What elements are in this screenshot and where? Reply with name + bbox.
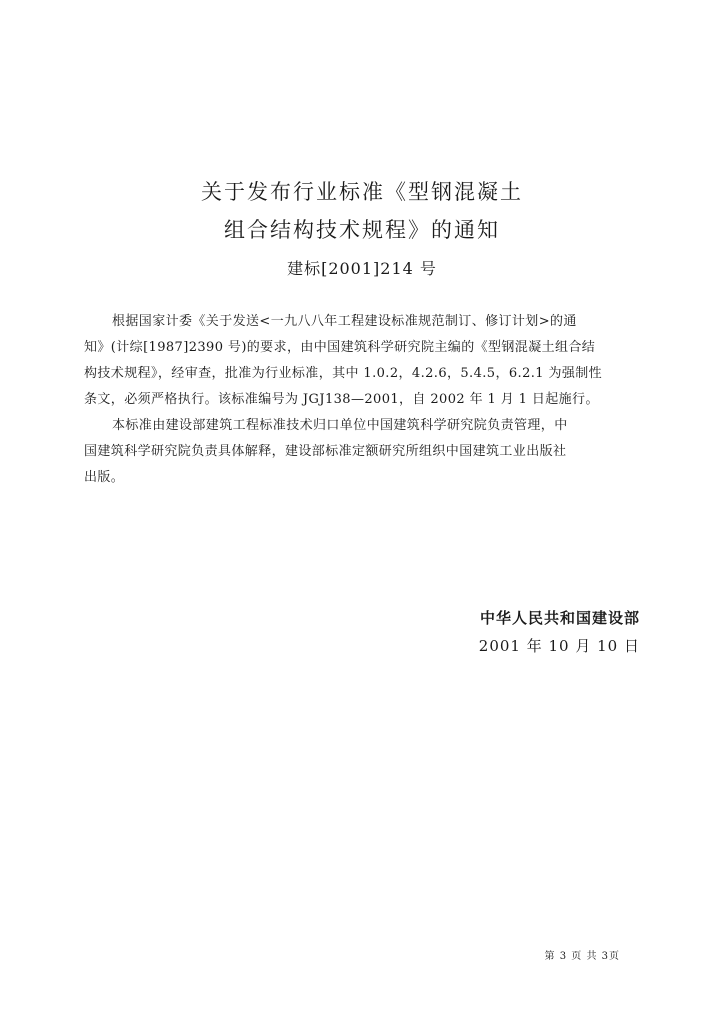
issuing-authority: 中华人民共和国建设部 [479,609,640,627]
notice-title-line-1: 关于发布行业标准《型钢混凝土 [201,180,523,204]
notice-title-line-2: 组合结构技术规程》的通知 [224,218,500,242]
issue-date: 2001 年 10 月 10 日 [478,637,640,655]
document-number: 建标[2001]214 号 [287,259,437,278]
paragraph-line: 根据国家计委《关于发送<一九八八年工程建设标准规范制订、修订计划>的通 [112,314,577,329]
paragraph-line: 国建筑科学研究院负责具体解释，建设部标准定额研究所组织中国建筑工业出版社 [84,444,567,459]
paragraph-line: 条文，必须严格执行。该标准编号为 JGJ138—2001，自 2002 年 1 月 1 日起施行。 [84,392,599,407]
paragraph-line: 本标准由建设部建筑工程标准技术归口单位中国建筑科学研究院负责管理，中 [112,418,568,433]
paragraph-line: 构技术规程》，经审查，批准为行业标准，其中 1.0.2，4.2.6，5.4.5，6.2.1 为强制性 [84,366,603,381]
paragraph-line: 出版。 [84,470,125,485]
page-number: 第 3 页 共 3页 [544,951,620,962]
paragraph-line: 知》(计综[1987]2390 号)的要求，由中国建筑科学研究院主编的《型钢混凝土组合结 [84,340,596,355]
body-paragraph-2 [84,413,641,491]
body-paragraph-1 [84,309,641,413]
